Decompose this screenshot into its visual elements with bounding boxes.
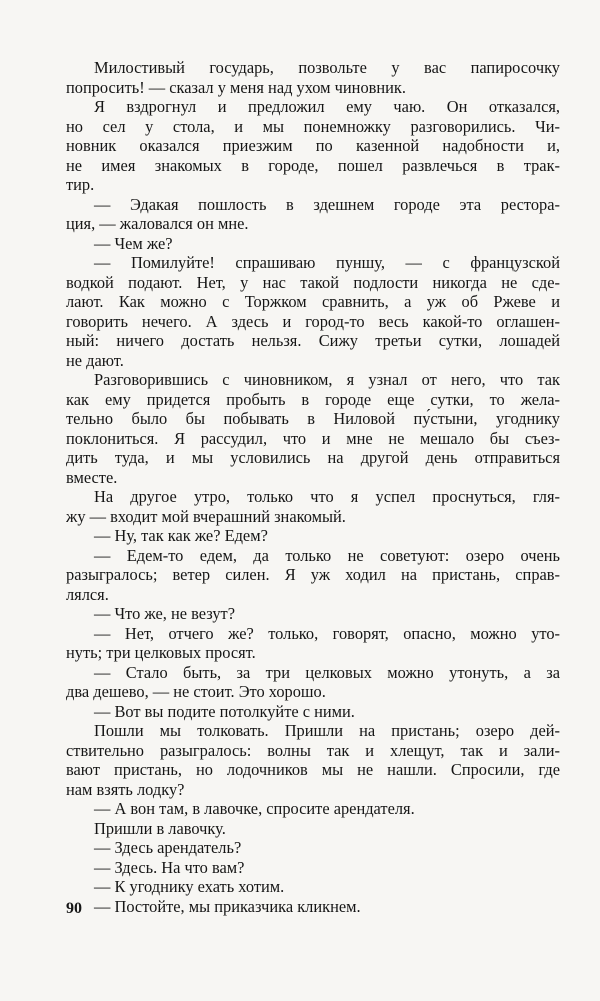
text-line: дить туда, и мы условились на другой день отправиться <box>66 448 560 467</box>
text-line: ствительно разыгралось: волны так и хлещут, так и зали- <box>66 740 560 760</box>
text-line: вместе. <box>66 467 118 487</box>
text-line: поклониться. Я рассудил, что и мне не мешало бы съез- <box>66 428 560 448</box>
text-line: — К угоднику ехать хотим. <box>94 877 285 896</box>
text-line: водкой подают. Нет, у нас такой подлости никогда не сде- <box>66 272 560 292</box>
text-line: жу — входит мой вчерашний знакомый. <box>66 506 346 526</box>
text-line: как ему придется пробыть в городе еще сутки, то жела- <box>66 389 560 409</box>
text-line: ция, — жаловался он мне. <box>66 214 249 233</box>
text-line: Милостивый государь, позвольте у вас папиросочку <box>94 58 560 77</box>
text-line: — Чем же? <box>94 233 173 253</box>
text-line: — Эдакая пошлость в здешнем городе эта рестора- <box>94 194 560 214</box>
text-line: вают пристань, но лодочников мы не нашли. Спросили, где <box>66 760 560 779</box>
text-line: ный: ничего достать нельзя. Сижу третьи сутки, лошадей <box>66 331 560 350</box>
text-line: — Вот вы подите потолкуйте с ними. <box>94 701 355 721</box>
text-line: два дешево, — не стоит. Это хорошо. <box>66 682 326 701</box>
body-text <box>66 58 560 916</box>
text-line: новник оказался приезжим по казенной надобности и, <box>66 136 560 155</box>
text-line: — Постойте, мы приказчика кликнем. <box>94 896 361 916</box>
text-line: — Нет, отчего же? только, говорят, опасно, можно уто- <box>94 623 560 643</box>
text-line: лают. Как можно с Торжком сравнить, а уж об Ржеве и <box>66 292 560 311</box>
text-line: нам взять лодку? <box>66 779 185 799</box>
text-line: Пришли в лавочку. <box>94 818 226 838</box>
text-line: — Стало быть, за три целковых можно утонуть, а за <box>94 662 560 682</box>
text-line: Пошли мы толковать. Пришли на пристань; озеро дей- <box>94 721 560 740</box>
text-line: тир. <box>66 175 95 194</box>
text-line: говорить нечего. А здесь и город-то весь какой-то оглашен- <box>66 311 560 331</box>
text-line: разыгралось; ветер силен. Я уж ходил на пристань, справ- <box>66 565 560 584</box>
text-line: — А вон там, в лавочке, спросите арендателя. <box>94 799 415 818</box>
text-line: не имея знакомых в городе, пошел развлечься в трак- <box>66 155 560 175</box>
text-line: — Здесь. На что вам? <box>94 857 245 877</box>
text-line: — Ну, так как же? Едем? <box>94 526 268 545</box>
text-line: но сел у стола, и мы понемножку разговорились. Чи- <box>66 116 560 136</box>
text-line: Разговорившись с чиновником, я узнал от него, что так <box>94 370 560 389</box>
text-line: тельно было бы побывать в Ниловой пу́стыни, угоднику <box>66 409 560 428</box>
text-line: не дают. <box>66 350 124 370</box>
page-number: 90 <box>66 900 82 917</box>
text-line: лялся. <box>66 584 109 604</box>
text-line: — Что же, не везут? <box>94 604 235 623</box>
text-line: Я вздрогнул и предложил ему чаю. Он отказался, <box>94 97 560 116</box>
text-line: попросить! — сказал у меня над ухом чиновник. <box>66 77 406 97</box>
text-line: нуть; три целковых просят. <box>66 643 256 662</box>
text-line: — Едем-то едем, да только не советуют: озеро очень <box>94 545 560 565</box>
text-line: — Здесь арендатель? <box>94 838 242 857</box>
text-line: — Помилуйте! спрашиваю пуншу, — с французской <box>94 253 560 272</box>
text-line: На другое утро, только что я успел проснуться, гля- <box>94 487 560 506</box>
